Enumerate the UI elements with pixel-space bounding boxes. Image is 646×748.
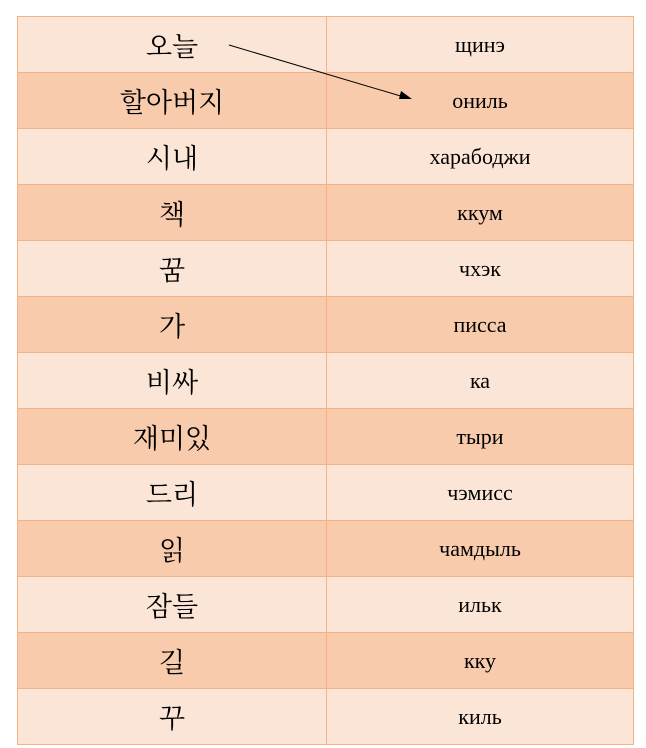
table-row — [18, 297, 634, 353]
russian-word-cell: ильк — [327, 577, 634, 633]
russian-word-cell: киль — [327, 689, 634, 745]
korean-word-cell: 비싸 — [18, 353, 327, 409]
table-row — [18, 633, 634, 689]
table-row — [18, 409, 634, 465]
table-row — [18, 521, 634, 577]
matching-table — [17, 16, 634, 745]
russian-word-cell: чэмисс — [327, 465, 634, 521]
korean-word-cell: 잠들 — [18, 577, 327, 633]
russian-word-cell: ккум — [327, 185, 634, 241]
table-row — [18, 689, 634, 745]
korean-word-cell: 드리 — [18, 465, 327, 521]
korean-word-cell: 할아버지 — [18, 73, 327, 129]
table-row — [18, 129, 634, 185]
korean-word-cell: 시내 — [18, 129, 327, 185]
korean-word-cell: 책 — [18, 185, 327, 241]
table-row — [18, 241, 634, 297]
table-row — [18, 465, 634, 521]
russian-word-cell: тыри — [327, 409, 634, 465]
russian-word-cell: ониль — [327, 73, 634, 129]
table-row — [18, 577, 634, 633]
korean-word-cell: 가 — [18, 297, 327, 353]
korean-word-cell: 꿈 — [18, 241, 327, 297]
russian-word-cell: щинэ — [327, 17, 634, 73]
table-row — [18, 185, 634, 241]
korean-word-cell: 재미있 — [18, 409, 327, 465]
russian-word-cell: кку — [327, 633, 634, 689]
russian-word-cell: чамдыль — [327, 521, 634, 577]
korean-word-cell: 읽 — [18, 521, 327, 577]
matching-table-container — [17, 16, 634, 745]
russian-word-cell: чхэк — [327, 241, 634, 297]
table-row — [18, 17, 634, 73]
korean-word-cell: 오늘 — [18, 17, 327, 73]
russian-word-cell: ка — [327, 353, 634, 409]
table-row — [18, 353, 634, 409]
korean-word-cell: 길 — [18, 633, 327, 689]
table-row — [18, 73, 634, 129]
korean-word-cell: 꾸 — [18, 689, 327, 745]
russian-word-cell: писса — [327, 297, 634, 353]
russian-word-cell: харабоджи — [327, 129, 634, 185]
